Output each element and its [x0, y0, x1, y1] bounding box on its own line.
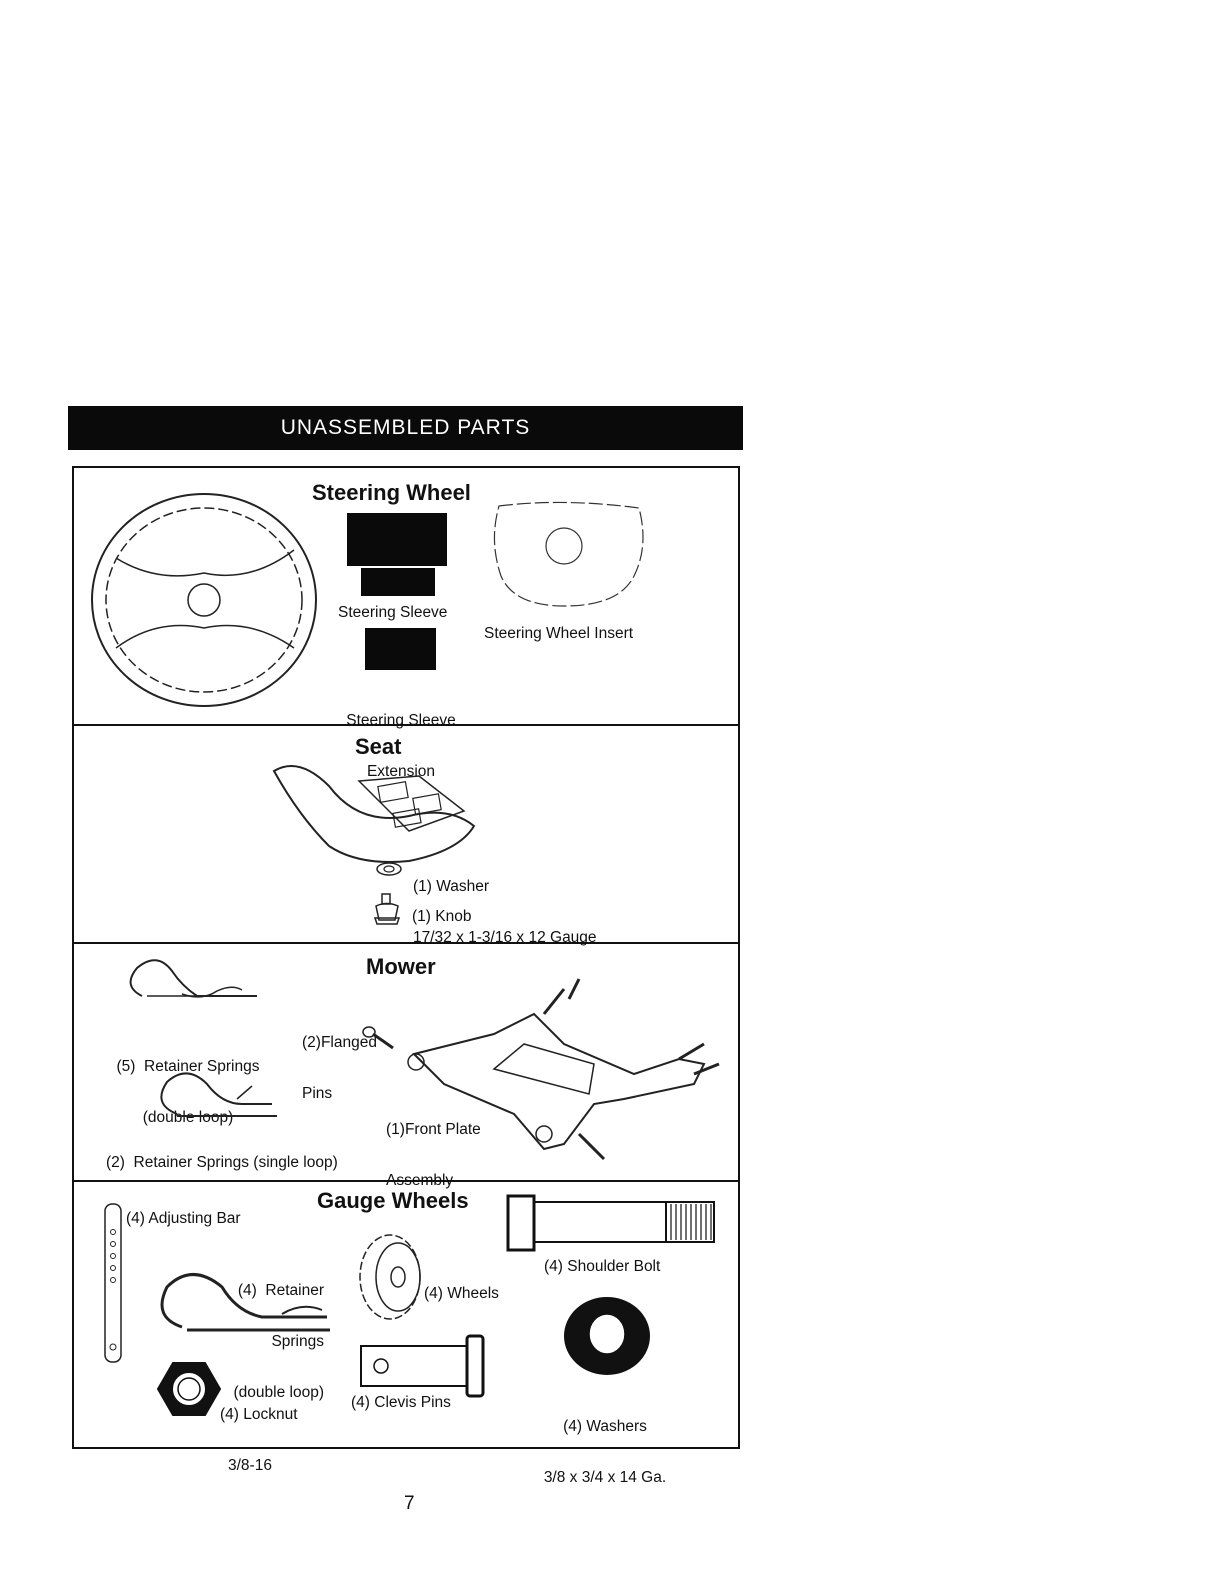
steering-sleeve-extension-label: Steering Sleeve Extension [346, 712, 456, 780]
parts-frame [72, 466, 740, 1486]
gauge-wheel-illustration [352, 1232, 432, 1322]
flanged-pin-icon [361, 1024, 401, 1054]
locknut-icon [156, 1359, 222, 1419]
steering-wheel-insert-illustration [489, 496, 649, 616]
retainer-springs-single-label: (2) Retainer Springs (single loop) [106, 1154, 338, 1171]
section-banner: UNASSEMBLED PARTS [68, 406, 743, 450]
steering-wheel-title: Steering Wheel [312, 480, 471, 505]
washer-label: (1) Washer 17/32 x 1-3/16 x 12 Gauge [413, 878, 597, 946]
washer-large-icon [562, 1296, 652, 1376]
front-plate-assembly-label: (1)Front Plate Assembly [386, 1121, 481, 1189]
mower-section [74, 944, 738, 1189]
adjusting-bar-label: (4) Adjusting Bar [126, 1210, 241, 1227]
shoulder-bolt-icon [506, 1194, 718, 1252]
adjusting-bar-illustration [102, 1202, 124, 1367]
gauge-retainer-springs-label: (4) Retainer Springs (double loop) [233, 1282, 324, 1401]
gauge-wheels-title: Gauge Wheels [317, 1188, 469, 1213]
shoulder-bolt-label: (4) Shoulder Bolt [544, 1258, 661, 1275]
flanged-pins-label: (2)Flanged Pins [302, 1034, 377, 1102]
locknut-label: (4) Locknut 3/8-16 [220, 1406, 298, 1474]
washer-icon [374, 861, 404, 877]
page-number: 7 [404, 1493, 415, 1514]
knob-icon [373, 892, 401, 926]
mower-title: Mower [366, 954, 436, 979]
clevis-pin-icon [359, 1332, 494, 1402]
steering-sleeve-extension-block [365, 628, 436, 670]
seat-section [74, 726, 738, 944]
steering-sleeve-block-lower [361, 568, 435, 596]
retainer-spring-single-loop-illustration [152, 1064, 282, 1124]
gauge-retainer-spring-illustration [152, 1262, 332, 1342]
washers-label: (4) Washers 3/8 x 3/4 x 14 Ga. [543, 1418, 667, 1486]
retainer-springs-double-label: (5) Retainer Springs (double loop) [116, 1058, 260, 1126]
gauge-wheels-section [74, 1182, 738, 1486]
gauge-wheels-label: (4) Wheels [424, 1285, 499, 1302]
steering-sleeve-block [347, 513, 447, 566]
retainer-spring-double-loop-illustration [122, 956, 262, 1011]
knob-label: (1) Knob [412, 908, 472, 925]
clevis-pins-label: (4) Clevis Pins [351, 1394, 451, 1411]
seat-title: Seat [355, 734, 402, 759]
steering-sleeve-label: Steering Sleeve [338, 604, 448, 621]
steering-wheel-illustration [86, 488, 326, 713]
steering-wheel-insert-label: Steering Wheel Insert [484, 625, 634, 642]
